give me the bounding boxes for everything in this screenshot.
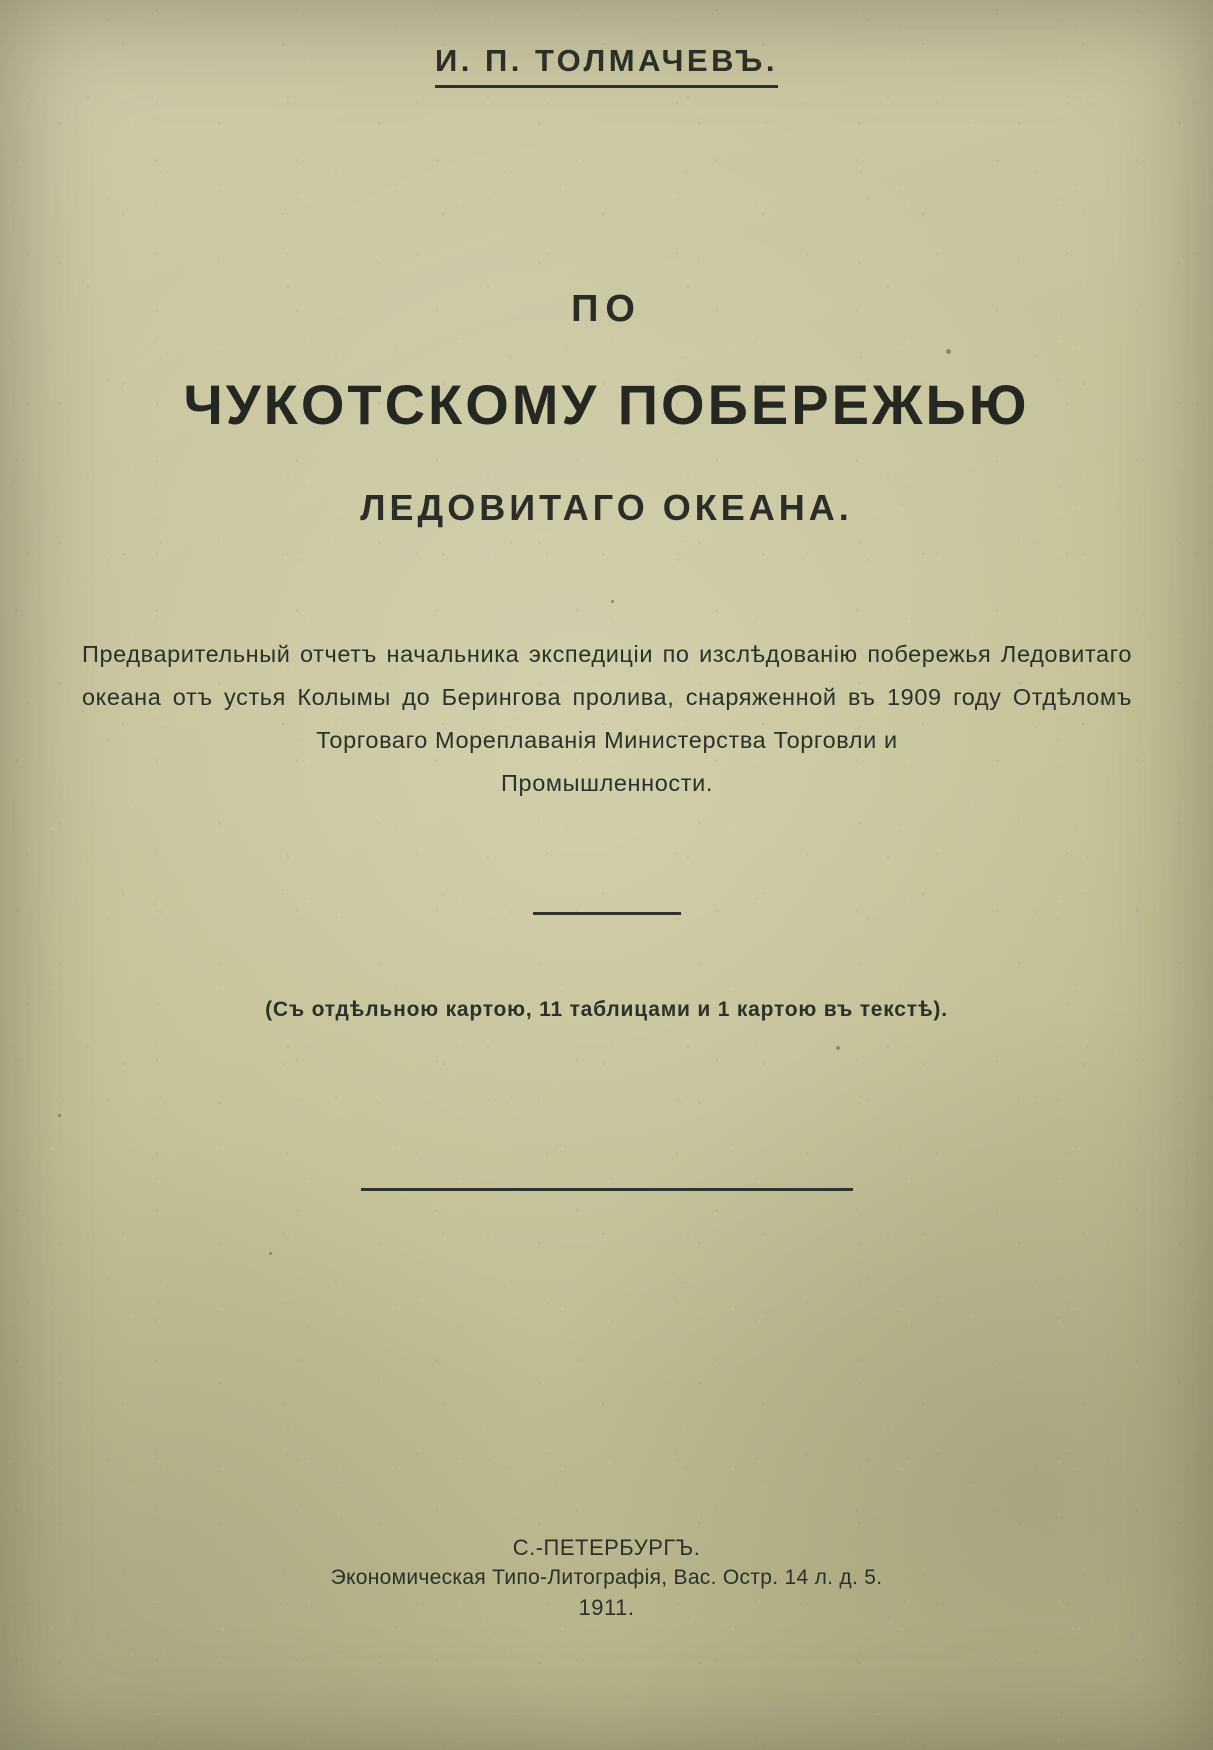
author-name: И. П. ТОЛМАЧЕВЪ. — [435, 44, 778, 88]
author-block — [0, 44, 1213, 88]
imprint-city: С.-ПЕТЕРБУРГЪ. — [512, 1535, 701, 1560]
title-line-main: ЧУКОТСКОМУ ПОБЕРЕЖЬЮ — [183, 373, 1030, 436]
paper-speck — [836, 1046, 840, 1050]
abstract-paragraph — [82, 633, 1132, 805]
paper-speck — [611, 600, 614, 603]
divider-long — [361, 1188, 853, 1191]
abstract-text: Предварительный отчетъ начальника экспедиціи по изслѣдованію побережья Ледовитаго океана отъ устья Колымы до Берингова пролива, снаряженной въ 1909 году Отдѣломъ Торговаго Мореплаванія Министерства Торговли и — [82, 641, 1132, 753]
paper-speck — [58, 1114, 61, 1117]
title-line-subtitle: ЛЕДОВИТАГО ОКЕАНА. — [360, 487, 853, 528]
paper-speck — [946, 349, 951, 354]
plates-note: (Съ отдѣльною картою, 11 таблицами и 1 картою въ текстѣ). — [265, 998, 948, 1021]
imprint-block — [0, 1533, 1213, 1623]
divider-short — [533, 912, 681, 915]
title-line-po: ПО — [571, 288, 642, 330]
imprint-printer: Экономическая Типо-Литографія, Вас. Остр. 14 л. д. 5. — [330, 1566, 883, 1589]
abstract-text-last-line: Промышленности. — [501, 770, 713, 796]
imprint-year: 1911. — [578, 1595, 635, 1620]
paper-speck — [269, 1252, 272, 1255]
